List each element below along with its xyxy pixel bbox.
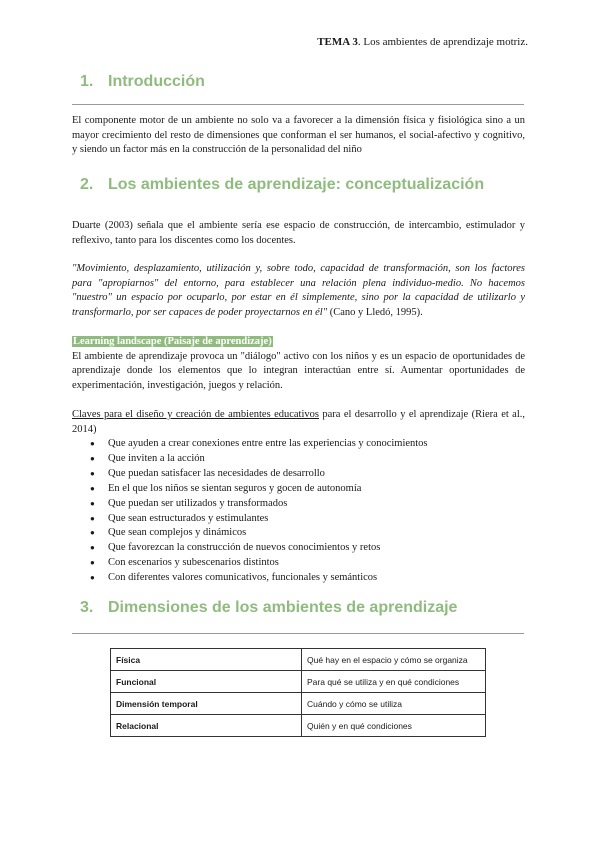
dimension-desc: Cuándo y cómo se utiliza xyxy=(302,693,486,715)
quote-citation: (Cano y Lledó, 1995). xyxy=(327,306,423,318)
dimensions-table xyxy=(110,648,486,737)
list-item: ● Que inviten a la acción xyxy=(72,452,525,467)
list-item: ● Que puedan satisfacer las necesidades de desarrollo xyxy=(72,467,525,482)
learning-landscape-text: El ambiente de aprendizaje provoca un "diálogo" activo con los niños y es un espacio de oportunidades de aprendizaje donde los elementos que lo integran interactúan entre sí. Aumentar oportunidades de experimentación, investigación, juegos y relación. xyxy=(72,350,525,391)
dimension-desc: Quién y en qué condiciones xyxy=(302,715,486,737)
dimension-name: Funcional xyxy=(111,671,302,693)
intro-paragraph: El componente motor de un ambiente no solo va a favorecer a la dimensión física y fisiológica sino a un mayor crecimiento del resto de dimensiones que conforman el ser humanos, el social-afectivo y cognitivo, y siendo un factor más en la construcción de la personalidad del niño xyxy=(72,115,525,155)
section-number: 3. xyxy=(80,599,94,616)
claves-heading xyxy=(72,408,525,437)
list-item: ● Con diferentes valores comunicativos, funcionales y semánticos xyxy=(72,571,525,586)
quote-paragraph xyxy=(72,262,525,320)
dimension-desc: Para qué se utiliza y en qué condiciones xyxy=(302,671,486,693)
table-row xyxy=(111,715,486,737)
learning-landscape-paragraph xyxy=(72,335,525,393)
section-number: 2. xyxy=(80,176,94,193)
section-divider xyxy=(72,633,524,634)
table-row xyxy=(111,693,486,715)
duarte-paragraph: Duarte (2003) señala que el ambiente sería ese espacio de construcción, de intercambio, estimulador y reflexivo, tanto para los discentes como los docentes. xyxy=(72,220,525,246)
table-row xyxy=(111,671,486,693)
section-title: Dimensiones de los ambientes de aprendizaje xyxy=(108,599,458,616)
list-item: ● Con escenarios y subescenarios distintos xyxy=(72,556,525,571)
quote-text: "Movimiento, desplazamiento, utilización y, sobre todo, capacidad de transformación, son los factores para "apropiarnos" del entorno, para establecer una relación plena individuo-medio. No hacemos "nuestro" un espacio por ocuparlo, por estar en él simplemente, sino por la capacidad de utilizarlo y transformarlo, por ser capaces de poder proyectarnos en él" xyxy=(72,263,525,318)
list-item: ● Que puedan ser utilizados y transformados xyxy=(72,497,525,512)
dimension-name: Dimensión temporal xyxy=(111,693,302,715)
dimension-desc: Qué hay en el espacio y cómo se organiza xyxy=(302,649,486,671)
table-row xyxy=(111,649,486,671)
claves-list xyxy=(72,437,525,586)
claves-title: Claves para el diseño y creación de ambientes educativos xyxy=(72,409,319,420)
section-title: Introducción xyxy=(108,73,205,90)
list-item: ● Que favorezcan la construcción de nuevos conocimientos y retos xyxy=(72,541,525,556)
dimension-name: Física xyxy=(111,649,302,671)
section-divider xyxy=(72,104,524,105)
list-item: ● Que sean estructurados y estimulantes xyxy=(72,512,525,527)
section-heading-dimensiones xyxy=(80,599,457,617)
section-heading-introduccion xyxy=(80,73,205,91)
list-item: ● En el que los niños se sientan seguros y gocen de autonomía xyxy=(72,482,525,497)
page-header xyxy=(317,36,528,48)
header-tema-title: . Los ambientes de aprendizaje motriz. xyxy=(357,36,528,48)
learning-landscape-title: Learning landscape (Paisaje de aprendizaje) xyxy=(73,336,272,347)
section-title: Los ambientes de aprendizaje: conceptualización xyxy=(108,176,485,193)
dimension-name: Relacional xyxy=(111,715,302,737)
header-tema-label: TEMA 3 xyxy=(317,36,358,48)
list-item: ● Que sean complejos y dinámicos xyxy=(72,526,525,541)
claves-title-rest: para el desarrollo y el aprendizaje (Riera et al., 2014) xyxy=(72,409,526,435)
section-number: 1. xyxy=(80,73,94,90)
list-item: ● Que ayuden a crear conexiones entre entre las experiencias y conocimientos xyxy=(72,437,525,452)
section-heading-conceptualizacion xyxy=(80,176,484,194)
